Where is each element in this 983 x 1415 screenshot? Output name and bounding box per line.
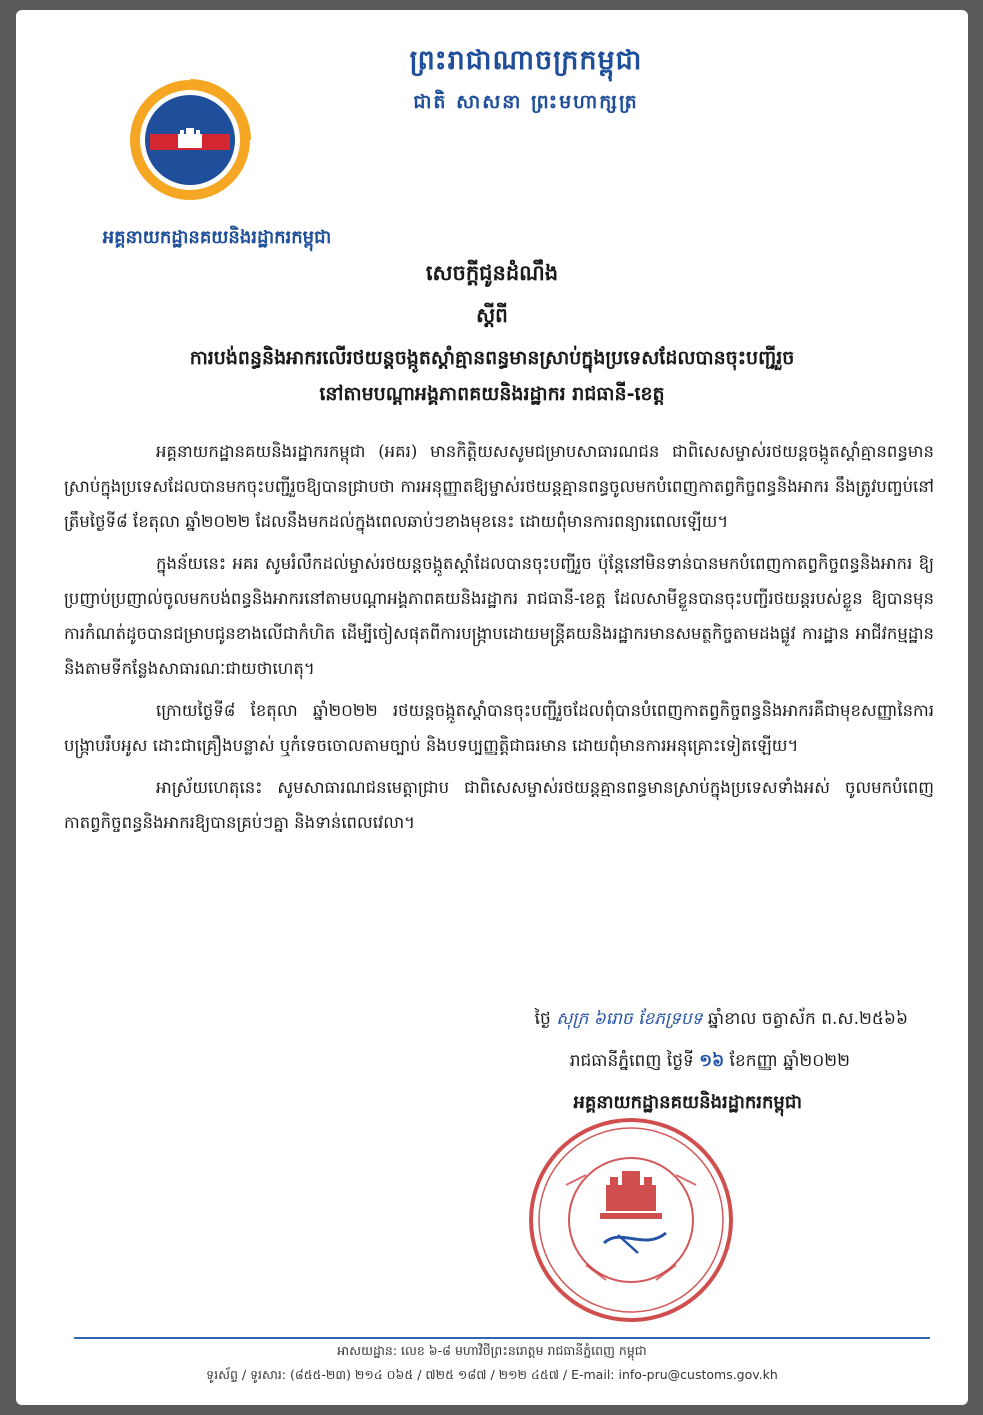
body-paragraph-2: ក្នុងន័យនេះ អគរ សូមរំលឹកដល់ម្ចាស់រថយន្តចង្កូតស្តាំដែលបានចុះបញ្ជីរួច ប៉ុន្តែនៅមិនទាន់បានមកបំពេញកាតព្វកិច្ចពន្ធនិងអាករ ឱ្យប្រញាប់ប្រញាល់ចូលមកបង់ពន្ធនិងអាករនៅតាមបណ្តាអង្គភាពគយនិងរដ្ឋាករ រាជធានី-ខេត្ត ដែលសាមីខ្លួនបានចុះបញ្ជីរថយន្តរបស់ខ្លួន ឱ្យបានមុនការកំណត់ដូចបានជម្រាបជូនខាងលើជាកំហិត ដើម្បីចៀសផុតពីការបង្ក្រាបដោយមន្ត្រីគយនិងរដ្ឋាករមានសមត្ថកិច្ចតាមដងផ្លូវ ការដ្ឋាន អាជីវកម្មដ្ឋាន និងតាមទីកន្លែងសាធារណៈជាយថាហេតុ។ (64, 554, 934, 678)
footer-contact: ទូរស័ព្ទ / ទូរសារ: (៨៥៥-២៣) ២១៤ ០៦៥ / ៧២៥ ១៨៧ / ២១២ ៤៥៧ / E-mail: info-pru@customs.gov.kh (206, 1367, 778, 1382)
notice-body (64, 434, 934, 847)
date-day: ១៦ (699, 1051, 725, 1071)
official-seal-icon (526, 1115, 736, 1325)
lunar-date (535, 1008, 908, 1033)
customs-logo-icon (128, 78, 252, 202)
body-paragraph-1: អគ្គនាយកដ្ឋានគយនិងរដ្ឋាករកម្ពុជា (អគរ) មានកិត្តិយសសូមជម្រាបសាធារណជន ជាពិសេសម្ចាស់រថយន្តចង្កូតស្តាំគ្មានពន្ធមានស្រាប់ក្នុងប្រទេសដែលបានមកចុះបញ្ជីរួចឱ្យបានជ្រាបថា ការអនុញ្ញាតឱ្យម្ចាស់រថយន្តគ្មានពន្ធចូលមកបំពេញកាតព្វកិច្ចពន្ធនិងអាករ នឹងត្រូវបញ្ចប់នៅត្រឹមថ្ងៃទី៨ ខែតុលា ឆ្នាំ២០២២ ដែលនឹងមកដល់ក្នុងពេលឆាប់ៗខាងមុខនេះ ដោយពុំមានការពន្យារពេលឡើយ។ (64, 442, 934, 531)
body-paragraph-3: ក្រោយថ្ងៃទី៨ ខែតុលា ឆ្នាំ២០២២ រថយន្តចង្កូតស្តាំបានចុះបញ្ជីរួចដែលពុំបានបំពេញកាតព្វកិច្ចពន្ធនិងអាករគឺជាមុខសញ្ញានៃការបង្ក្រាបរឹបអូស ដោះជាគ្រឿងបន្លាស់ ឬកំទេចចោលតាមច្បាប់ និងបទប្បញ្ញត្តិជាធរមាន ដោយពុំមានការអនុគ្រោះទៀតឡើយ។ (64, 701, 934, 755)
document-page (16, 10, 968, 1405)
issue-date (570, 1050, 850, 1075)
footer-address: អាសយដ្ឋាន: លេខ ៦-៨ មហាវិថីព្រះនរោត្តម រាជធានីភ្នំពេញ កម្ពុជា (337, 1343, 647, 1358)
notice-subject-word: ស្តីពី (476, 303, 508, 327)
national-motto: ជាតិ សាសនា ព្រះមហាក្សត្រ (413, 91, 639, 113)
lunar-handwritten: សុក្រ ៦រោច ខែភទ្របទ (556, 1009, 703, 1029)
notice-heading: សេចក្តីជូនដំណឹង (425, 261, 559, 285)
lunar-suffix: ឆ្នាំខាល ចត្វាស័ក ព.ស.២៥៦៦ (707, 1009, 908, 1029)
kingdom-title: ព្រះរាជាណាចក្រកម្ពុជា (409, 45, 643, 76)
body-paragraph-4: អាស្រ័យហេតុនេះ សូមសាធារណជនមេត្តាជ្រាប ជាពិសេសម្ចាស់រថយន្តគ្មានពន្ធមានស្រាប់ក្នុងប្រទេសទាំងអស់ ចូលមកបំពេញកាតព្វកិច្ចពន្ធនិងអាករឱ្យបានគ្រប់ៗគ្នា និងទាន់ពេលវេលា។ (64, 778, 934, 832)
date-prefix: រាជធានីភ្នំពេញ ថ្ងៃទី (569, 1051, 694, 1071)
notice-subject-line-1: ការបង់ពន្ធនិងអាករលើរថយន្តចង្កូតស្តាំគ្មានពន្ធមានស្រាប់ក្នុងប្រទេសដែលបានចុះបញ្ជីរួច (189, 347, 795, 369)
date-suffix: ខែកញ្ញា ឆ្នាំ២០២២ (729, 1051, 850, 1071)
notice-subject-line-2: នៅតាមបណ្តាអង្គភាពគយនិងរដ្ឋាករ រាជធានី-ខេត្ត (319, 383, 665, 405)
department-name: អគ្គនាយកដ្ឋានគយនិងរដ្ឋាករកម្ពុជា (102, 227, 332, 248)
footer-divider (74, 1337, 930, 1339)
lunar-prefix: ថ្ងៃ (534, 1009, 551, 1029)
signer-name: អគ្គនាយកដ្ឋានគយនិងរដ្ឋាករកម្ពុជា (573, 1092, 802, 1113)
